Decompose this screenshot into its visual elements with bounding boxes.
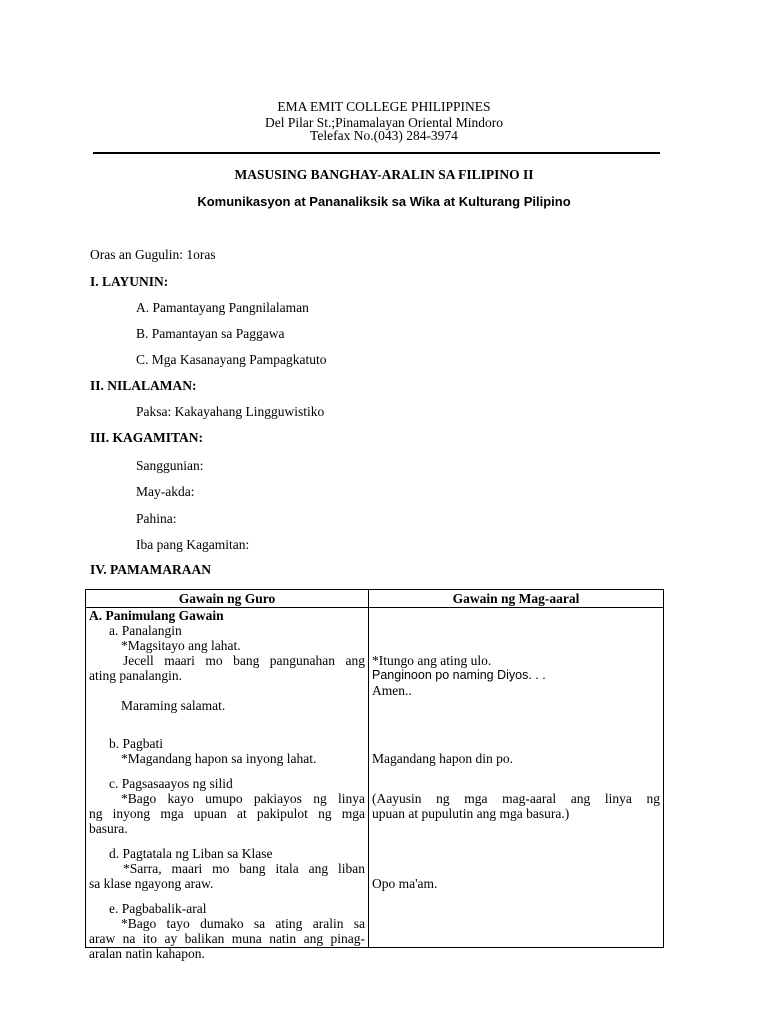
kagamitan-item: Iba pang Kagamitan: [136,537,250,552]
school-address: Del Pilar St.;Pinamalayan Oriental Mindoro [264,115,504,130]
page-title: MASUSING BANGHAY-ARALIN SA FILIPINO II [234,167,534,182]
school-telefax: Telefax No.(043) 284-3974 [310,128,458,143]
teacher-line: aralan natin kahapon. [89,946,205,961]
student-line: upuan at pupulutin ang mga basura.) [372,806,570,821]
column-header-guro: Gawain ng Guro [86,590,369,608]
teacher-line: *Sarra, maari mo bang itala ang liban [123,861,365,876]
teacher-line: *Magsitayo ang lahat. [121,638,241,653]
header-divider [93,152,660,154]
teacher-line: ng inyong mga upuan at pakipulot ng mga [89,806,365,821]
nilalaman-heading: II. NILALAMAN: [90,378,197,393]
student-line: Magandang hapon din po. [372,751,513,766]
teacher-line: basura. [89,821,128,836]
teacher-line: *Bago kayo umupo pakiayos ng linya [121,791,365,806]
kagamitan-item: Pahina: [136,511,177,526]
step-title: a. Panalangin [109,623,182,638]
layunin-heading: I. LAYUNIN: [90,274,169,289]
school-name: EMA EMIT COLLEGE PHILIPPINES [277,99,491,114]
column-header-magaaral: Gawain ng Mag-aaral [369,590,664,608]
student-line: (Aayusin ng mga mag-aaral ang linya ng [372,791,660,806]
pamamaraan-heading: IV. PAMAMARAAN [90,562,211,577]
oras-text: Oras an Gugulin: 1oras [90,247,216,262]
step-title: c. Pagsasaayos ng silid [109,776,233,791]
student-line: Panginoon po naming Diyos. . . [372,668,546,682]
table-header-row [86,590,664,608]
magaaral-cell [369,608,664,948]
section-heading: A. Panimulang Gawain [89,608,224,623]
teacher-line: sa klase ngayong araw. [89,876,214,891]
table-row [86,608,664,948]
kagamitan-heading: III. KAGAMITAN: [90,430,204,445]
step-title: b. Pagbati [109,736,163,751]
teacher-line: *Magandang hapon sa inyong lahat. [121,751,317,766]
step-title: e. Pagbabalik-aral [109,901,207,916]
student-line: *Itungo ang ating ulo. [372,653,492,668]
teacher-line: Maraming salamat. [121,698,226,713]
teacher-line: araw na ito ay balikan muna natin ang pinag- [89,931,365,946]
guro-cell [86,608,369,961]
kagamitan-item: Sanggunian: [136,458,204,473]
teacher-line: ating panalangin. [89,668,182,683]
student-line: Opo ma'am. [372,876,438,891]
layunin-item: B. Pamantayan sa Paggawa [136,326,285,341]
teacher-line: Jecell maari mo bang pangunahan ang [123,653,365,668]
teacher-line: *Bago tayo dumako sa ating aralin sa [121,916,365,931]
page-subtitle: Komunikasyon at Pananaliksik sa Wika at Kulturang Pilipino [197,194,571,209]
paksa-text: Paksa: Kakayahang Lingguwistiko [136,404,325,419]
kagamitan-item: May-akda: [136,484,195,499]
layunin-item: C. Mga Kasanayang Pampagkatuto [136,352,327,367]
lesson-plan-table [85,589,664,961]
layunin-item: A. Pamantayang Pangnilalaman [136,300,309,315]
student-line: Amen.. [372,683,412,698]
step-title: d. Pagtatala ng Liban sa Klase [109,846,273,861]
